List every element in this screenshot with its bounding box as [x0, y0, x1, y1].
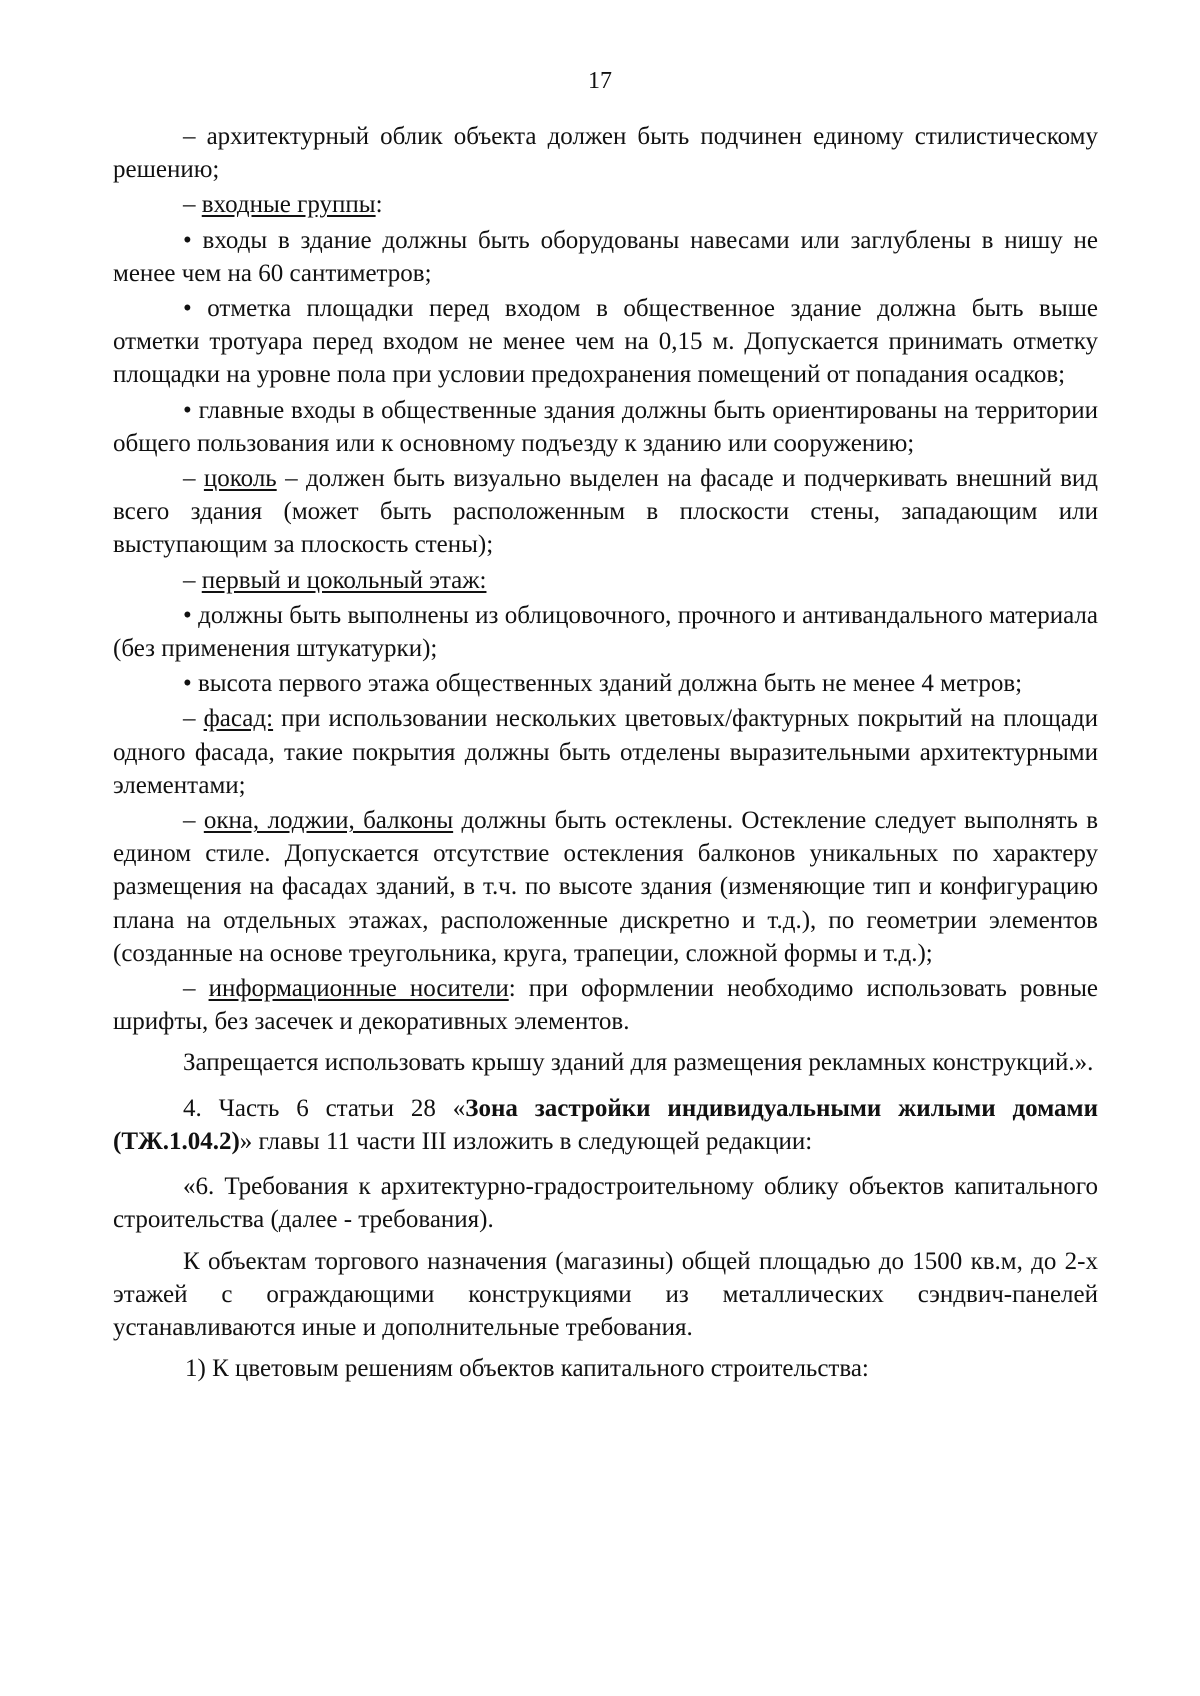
paragraph-entrance-groups [113, 188, 1098, 221]
paragraph-architectural-appearance: – архитектурный облик объекта должен быть подчинен единому стилистическому решению; [113, 123, 1098, 184]
zone-title: Зона застройки индивидуальными жилыми домами (ТЖ.1.04.2) [113, 1094, 1098, 1155]
heading-facade: фасад: [203, 705, 274, 733]
paragraph-color-solutions: 1) К цветовым решениям объектов капитального строительства: [185, 1355, 869, 1383]
page-number: 17 [588, 68, 612, 94]
dash-marker: – [183, 566, 202, 594]
text: при использовании нескольких цветовых/фактурных покрытий на площади одного фасада, такие покрытия должны быть отделены выразительными архитектурными элементами; [113, 705, 1098, 799]
paragraph-info-carriers [113, 972, 1098, 1038]
text: : при оформлении необходимо использовать ровные шрифты, без засечек и декоративных элементов. [113, 975, 1099, 1036]
dash-marker: – [183, 705, 204, 733]
heading-entrance-groups: входные группы [201, 191, 376, 219]
dash-marker: – [183, 191, 202, 219]
paragraph-item-4 [113, 1092, 1098, 1158]
dash-marker: – [183, 807, 204, 835]
paragraph-first-floor [113, 564, 1098, 597]
bullet-first-floor-height: • высота первого этажа общественных зданий должна быть не менее 4 метров; [183, 670, 1023, 698]
heading-windows: окна, лоджии, балконы [203, 807, 454, 835]
heading-plinth: цоколь [203, 465, 277, 493]
dash-marker: – [183, 975, 209, 1003]
dash-marker: – [183, 465, 204, 493]
paragraph-facade [113, 702, 1098, 802]
heading-info-carriers: информационные носители [208, 975, 509, 1003]
bullet-platform-level: • отметка площадки перед входом в общественное здание должна быть выше отметки тротуара перед входом не менее чем на 0,15 м. Допускается принимать отметку площадки на уровне пола при условии предохранения помещений от попадания осадков; [113, 295, 1098, 389]
heading-first-floor: первый и цокольный этаж: [201, 566, 487, 594]
document-body [113, 120, 1098, 1385]
bullet-main-entrances: • главные входы в общественные здания должны быть ориентированы на территории общего пользования или к основному подъезду к зданию или сооружению; [113, 396, 1098, 457]
paragraph-roof-prohibition: Запрещается использовать крышу зданий для размещения рекламных конструкций.». [183, 1049, 1094, 1077]
paragraph-requirements-6: «6. Требования к архитектурно-градостроительному облику объектов капитального строительства (далее - требования). [113, 1173, 1098, 1234]
bullet-facing-material: • должны быть выполнены из облицовочного, прочного и антивандального материала (без применения штукатурки); [113, 601, 1098, 663]
paragraph-windows [113, 804, 1098, 970]
text: : [375, 191, 383, 219]
paragraph-plinth [113, 462, 1098, 562]
text: 4. Часть 6 статьи 28 « [183, 1094, 466, 1122]
bullet-entrance-canopies: • входы в здание должны быть оборудованы навесами или заглублены в нишу не менее чем на 60 сантиметров; [113, 226, 1098, 287]
text: » главы 11 части III изложить в следующей редакции: [239, 1127, 813, 1155]
paragraph-trade-objects: К объектам торгового назначения (магазины) общей площадью до 1500 кв.м, до 2-х этажей с ограждающими конструкциями из металлических сэндвич-панелей устанавливаются иные и дополнительные требования. [113, 1247, 1098, 1341]
text: – должен быть визуально выделен на фасаде и подчеркивать внешний вид всего здания (может быть расположенным в плоскости стены, западающим или выступающим за плоскость стены); [113, 465, 1098, 559]
text: должны быть остеклены. Остекление следует выполнять в едином стиле. Допускается отсутствие остекления балконов уникальных по характеру размещения на фасадах зданий, в т.ч. по высоте здания (изменяющие тип и конфигурацию плана на отдельных этажах, расположенные дискретно и т.д.), по геометрии элементов (созданные на основе треугольника, круга, трапеции, сложной формы и т.д.); [113, 807, 1098, 967]
